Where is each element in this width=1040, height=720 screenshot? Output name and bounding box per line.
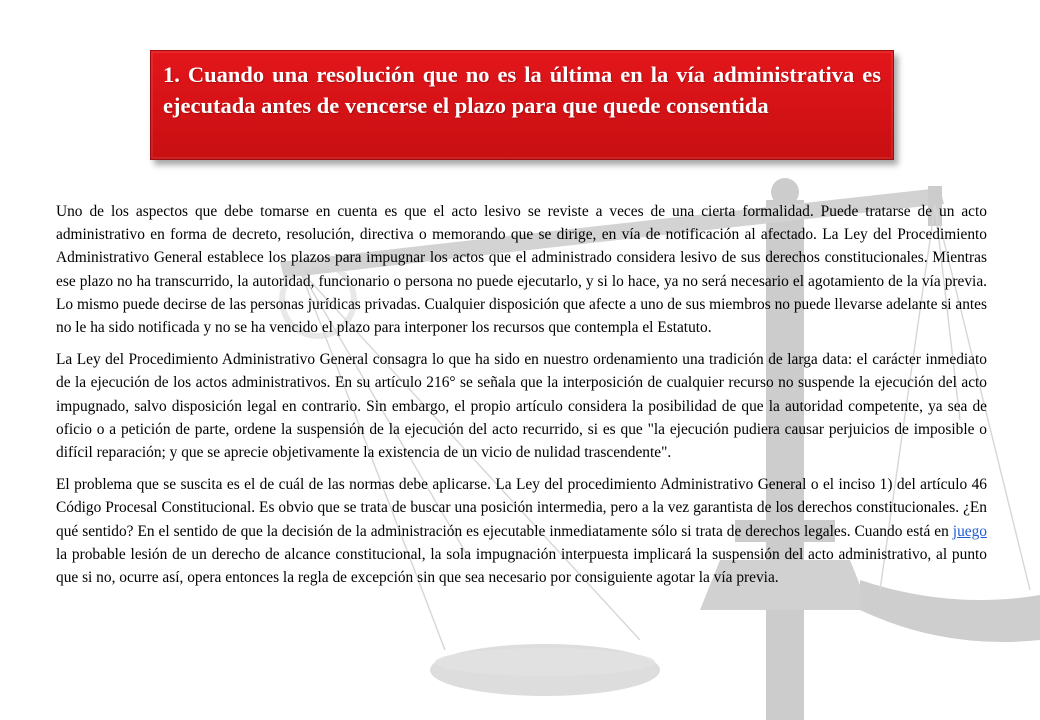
paragraph-3-text-before: El problema que se suscita es el de cuál de las normas debe aplicarse. La Ley del procedimiento Administrativo General o el inciso 1) del artículo 46 Código Procesal Constitucional. Es obvio que se trata de buscar una posición intermedia, pero a la vez garantista de los derechos constitucionales. ¿En qué sentido? En el sentido de que la decisión de la administración es ejecutable inmediatamente sólo si trata de derechos legales. Cuando está en (56, 476, 987, 540)
juego-link[interactable]: juego (952, 522, 987, 540)
paragraph-3-text-after: la probable lesión de un derecho de alcance constitucional, la sola impugnación interpuesta implicará la suspensión del acto administrativo, al punto que si no, ocurre así, opera entonces la regla de excepción sin que sea necesario por consiguiente agotar la vía previa. (56, 545, 987, 587)
section-heading-box (150, 50, 894, 160)
section-heading: 1. Cuando una resolución que no es la última en la vía administrativa es ejecutada antes de vencerse el plazo para que quede consentida (163, 62, 881, 118)
paragraph-3 (56, 473, 987, 589)
paragraph-2: La Ley del Procedimiento Administrativo General consagra lo que ha sido en nuestro ordenamiento una tradición de larga data: el carácter inmediato de la ejecución de los actos administrativos. En su artículo 216° se señala que la interposición de cualquier recurso no suspende la ejecución del acto impugnado, salvo disposición legal en contrario. Sin embargo, el propio artículo considera la posibilidad de que la autoridad competente, ya sea de oficio o a petición de parte, ordene la suspensión de la ejecución del acto recurrido, si es que "la ejecución pudiera causar perjuicios de imposible o difícil reparación; y que se aprecie objetivamente la existencia de un vicio de nulidad trascendente". (56, 351, 987, 462)
article-body (56, 200, 987, 598)
paragraph-1: Uno de los aspectos que debe tomarse en cuenta es que el acto lesivo se reviste a veces de una cierta formalidad. Puede tratarse de un acto administrativo en forma de decreto, resolución, directiva o memorando que se dirige, en vía de notificación al afectado. La Ley del Procedimiento Administrativo General establece los plazos para impugnar los actos que el administrado considera lesivo de sus derechos constitucionales. Mientras ese plazo no ha transcurrido, la autoridad, funcionario o persona no puede ejecutarlo, y si lo hace, ya no será necesario el agotamiento de la vía previa. Lo mismo puede decirse de las personas jurídicas privadas. Cualquier disposición que afecte a uno de sus miembros no puede llevarse adelante si antes no le ha sido notificada y no se ha vencido el plazo para interponer los recursos que contempla el Estatuto. (56, 203, 987, 337)
